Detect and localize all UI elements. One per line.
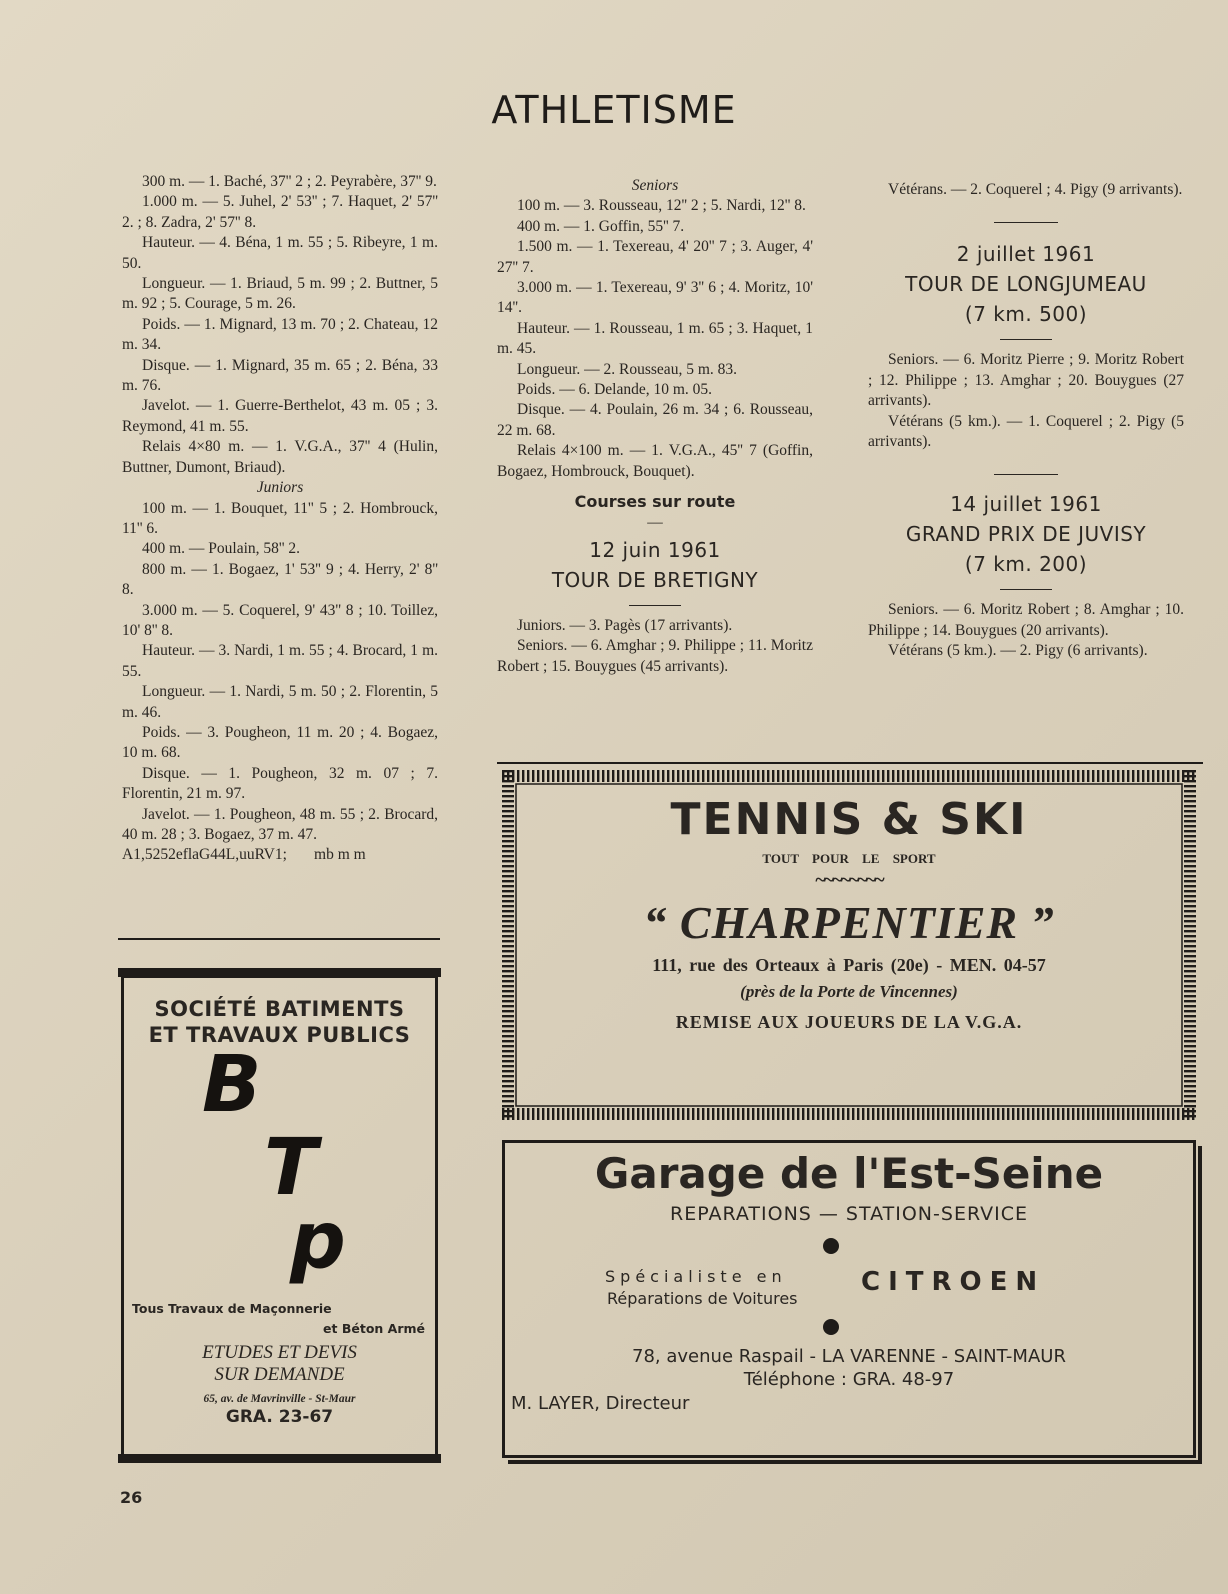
result-line: 1.000 m. — 5. Juhel, 2' 53'' ; 7. Haquet, 2' 57'' 2. ; 8. Zadra, 2' 57'' 8. — [122, 193, 438, 231]
garage-advert — [502, 1140, 1196, 1458]
result-line: Hauteur. — 1. Rousseau, 1 m. 65 ; 3. Haquet, 1 m. 45. — [497, 319, 813, 358]
race1-date: 12 juin 1961 — [589, 537, 721, 562]
seniors-results — [497, 196, 813, 482]
race1-seniors: Seniors. — 6. Amghar ; 9. Philippe ; 11. Moritz Robert ; 15. Bouygues (45 arrivants). — [497, 637, 813, 675]
result-line: Hauteur. — 3. Nardi, 1 m. 55 ; 4. Brocard, 1 m. 55. — [122, 642, 438, 680]
divider — [1000, 589, 1052, 590]
result-line: Disque. — 1. Mignard, 35 m. 65 ; 2. Béna, 33 m. 76. — [122, 356, 438, 395]
result-line: 400 m. — Poulain, 58'' 2. — [142, 540, 301, 558]
result-line: Javelot. — 1. Guerre-Berthelot, 43 m. 05 ; 3. Reymond, 41 m. 55. — [122, 397, 438, 435]
race1-name: TOUR DE BRETIGNY — [551, 567, 759, 592]
result-line: Hauteur. — 4. Béna, 1 m. 55 ; 5. Ribeyre, 1 m. 50. — [122, 234, 438, 272]
divider — [994, 474, 1058, 475]
left-column — [122, 172, 438, 866]
tennis-ski-advert — [502, 770, 1196, 1120]
tennis-flourish: ~~~~~~~~ — [815, 869, 883, 891]
result-line: 400 m. — 1. Goffin, 55'' 7. — [517, 217, 685, 235]
right-column — [868, 180, 1184, 662]
garage-director: M. LAYER, Directeur — [511, 1393, 690, 1414]
bullet-icon — [823, 1319, 839, 1335]
race3-date: 14 juillet 1961 — [950, 492, 1102, 517]
race3-seniors: Seniors. — 6. Moritz Robert ; 8. Amghar ; 10. Philippe ; 14. Bouygues (20 arrivants). — [868, 601, 1184, 639]
result-line: Poids. — 3. Pougheon, 11 m. 20 ; 4. Bogaez, 10 m. 68. — [122, 723, 438, 762]
btp-services1: Tous Travaux de Maçonnerie — [132, 1301, 332, 1316]
race2-veterans: Vétérans (5 km.). — 1. Coquerel ; 2. Pigy (5 arrivants). — [868, 412, 1184, 451]
road-heading: Courses sur route — [574, 492, 736, 512]
btp-ad-bottom-bar — [118, 1454, 441, 1463]
bullet-icon — [823, 1238, 839, 1254]
page-number: 26 — [120, 1488, 143, 1507]
middle-column — [497, 176, 813, 677]
btp-studies1: ETUDES ET DEVIS — [202, 1342, 357, 1363]
result-line: Poids. — 6. Delande, 10 m. 05. — [517, 381, 713, 399]
btp-line1: SOCIÉTÉ BATIMENTS — [154, 997, 405, 1021]
tennis-tagline: TOUT POUR LE SPORT — [762, 851, 936, 866]
result-line: 800 m. — 1. Bogaez, 1' 53'' 9 ; 4. Herry, 2' 8'' 8. — [122, 560, 438, 599]
btp-letter-p: p — [290, 1196, 346, 1286]
garage-services: REPARATIONS — STATION-SERVICE — [670, 1203, 1028, 1225]
divider — [1000, 339, 1052, 340]
result-line: 300 m. — 1. Baché, 37'' 2 ; 2. Peyrabère, 37'' 9. — [142, 173, 437, 190]
tennis-shop: “ CHARPENTIER ” — [643, 897, 1055, 948]
result-line: Relais 4×100 m. — 1. V.G.A., 45'' 7 (Goffin, Bogaez, Hombrouck, Bouquet). — [497, 442, 813, 480]
btp-services2: et Béton Armé — [323, 1321, 425, 1336]
race2-name: TOUR DE LONGJUMEAU — [905, 272, 1147, 297]
race2-date: 2 juillet 1961 — [956, 242, 1096, 267]
race1-juniors: Juniors. — 3. Pagès (17 arrivants). — [517, 616, 733, 634]
garbled-line: A1,5252eflaG44L,uuRV1; mb m m — [122, 846, 366, 864]
tennis-near: (près de la Porte de Vincennes) — [740, 982, 958, 1001]
btp-phone: GRA. 23-67 — [225, 1407, 334, 1427]
juniors-results — [122, 499, 438, 846]
column-divider — [118, 938, 440, 940]
result-line: Longueur. — 2. Rousseau, 5 m. 83. — [517, 360, 737, 378]
result-line: Disque. — 4. Poulain, 26 m. 34 ; 6. Rousseau, 22 m. 68. — [497, 401, 813, 439]
juniors-heading: Juniors — [256, 479, 304, 497]
divider — [994, 222, 1058, 223]
result-line: 1.500 m. — 1. Texereau, 4' 20'' 7 ; 3. Auger, 4' 27'' 7. — [497, 238, 813, 276]
race3-name: GRAND PRIX DE JUVISY — [905, 522, 1147, 547]
veterans-top: Vétérans. — 2. Coquerel ; 4. Pigy (9 arrivants). — [888, 181, 1183, 198]
garage-phone: Téléphone : GRA. 48-97 — [743, 1369, 955, 1390]
result-line: 100 m. — 3. Rousseau, 12'' 2 ; 5. Nardi, 12'' 8. — [517, 197, 806, 215]
tennis-content — [516, 784, 1182, 1106]
result-line: 3.000 m. — 1. Texereau, 9' 3'' 6 ; 4. Moritz, 10' 14''. — [497, 279, 813, 317]
result-line: 100 m. — 1. Bouquet, 11'' 5 ; 2. Hombrouck, 11'' 6. — [122, 499, 438, 537]
garage-address: 78, avenue Raspail - LA VARENNE - SAINT-MAUR — [632, 1346, 1066, 1367]
result-line: Javelot. — 1. Pougheon, 48 m. 55 ; 2. Brocard, 40 m. 28 ; 3. Bogaez, 37 m. 47. — [122, 805, 438, 843]
result-line: Longueur. — 1. Briaud, 5 m. 99 ; 2. Buttner, 5 m. 92 ; 5. Courage, 5 m. 26. — [122, 275, 438, 313]
btp-address: 65, av. de Mavrinville - St-Maur — [203, 1393, 356, 1405]
result-line: 3.000 m. — 5. Coquerel, 9' 43'' 8 ; 10. Toillez, 10' 8'' 8. — [122, 601, 438, 639]
race2-distance: (7 km. 500) — [964, 302, 1088, 327]
tennis-discount: REMISE AUX JOUEURS DE LA V.G.A. — [675, 1012, 1023, 1032]
tennis-address: 111, rue des Orteaux à Paris (20e) - MEN. 04-57 — [652, 955, 1046, 975]
road-dash: — — [647, 513, 663, 531]
garage-specialist2: Réparations de Voitures — [607, 1289, 798, 1308]
garage-brand: CITROEN — [861, 1267, 1046, 1297]
results-list — [122, 172, 438, 478]
seniors-heading: Seniors — [631, 177, 679, 194]
column-divider — [497, 762, 1203, 764]
page-title: ATHLETISME — [491, 88, 737, 132]
result-line: Disque. — 1. Pougheon, 32 m. 07 ; 7. Florentin, 21 m. 97. — [122, 764, 438, 803]
divider — [629, 605, 681, 606]
garage-specialist1: Spécialiste en — [605, 1267, 787, 1286]
btp-advert — [121, 975, 438, 1458]
result-line: Poids. — 1. Mignard, 13 m. 70 ; 2. Chateau, 12 m. 34. — [122, 315, 438, 354]
race3-veterans: Vétérans (5 km.). — 2. Pigy (6 arrivants). — [888, 642, 1148, 660]
tennis-title: TENNIS & SKI — [670, 794, 1028, 845]
race3-distance: (7 km. 200) — [964, 552, 1088, 577]
result-line: Relais 4×80 m. — 1. V.G.A., 37'' 4 (Hulin, Buttner, Dumont, Briaud). — [122, 438, 438, 476]
btp-letter-t: T — [264, 1123, 318, 1213]
btp-line2: ET TRAVAUX PUBLICS — [148, 1023, 411, 1047]
btp-letter-b: B — [202, 1040, 262, 1130]
btp-studies2: SUR DEMANDE — [214, 1364, 345, 1385]
result-line: Longueur. — 1. Nardi, 5 m. 50 ; 2. Florentin, 5 m. 46. — [122, 683, 438, 721]
race2-seniors: Seniors. — 6. Moritz Pierre ; 9. Moritz Robert ; 12. Philippe ; 13. Amghar ; 20. Bouygues (27 arrivants). — [868, 351, 1184, 410]
garage-title: Garage de l'Est-Seine — [594, 1149, 1104, 1198]
